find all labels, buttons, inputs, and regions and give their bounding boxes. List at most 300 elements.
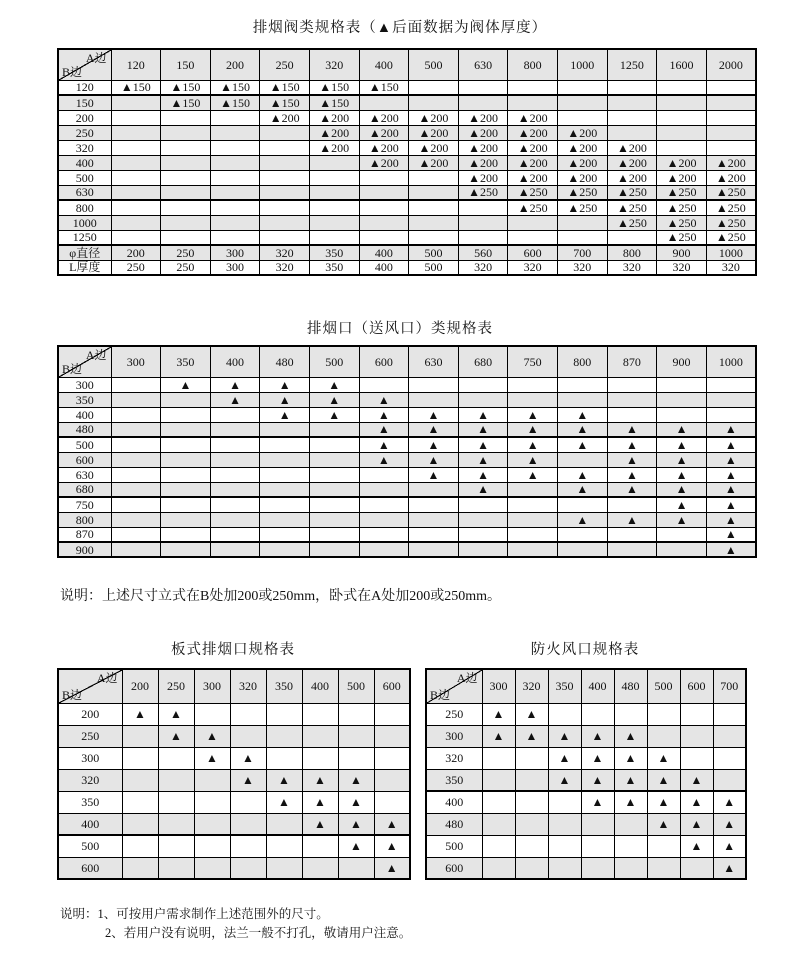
empty-cell xyxy=(359,542,409,557)
empty-cell xyxy=(260,422,310,437)
empty-cell xyxy=(359,170,409,185)
spec-cell: ▲ xyxy=(409,437,459,452)
empty-cell xyxy=(581,835,614,857)
empty-cell xyxy=(409,80,459,95)
empty-cell xyxy=(548,791,581,813)
column-header: 630 xyxy=(409,346,459,377)
empty-cell xyxy=(607,497,657,512)
column-header: 500 xyxy=(409,49,459,80)
row-label: 600 xyxy=(58,857,122,879)
spec-cell: ▲200 xyxy=(508,140,558,155)
spec-cell: ▲ xyxy=(581,747,614,769)
empty-cell xyxy=(161,200,211,215)
table-row xyxy=(58,725,410,747)
spec-cell: ▲ xyxy=(266,791,302,813)
spec-cell: ▲250 xyxy=(657,230,707,245)
row-label: 680 xyxy=(58,482,111,497)
empty-cell xyxy=(210,422,260,437)
spec-cell: ▲ xyxy=(557,407,607,422)
row-label: 900 xyxy=(58,542,111,557)
spec-cell: ▲200 xyxy=(706,170,756,185)
empty-cell xyxy=(309,452,359,467)
row-label: 350 xyxy=(426,769,482,791)
row-label: 400 xyxy=(426,791,482,813)
empty-cell xyxy=(374,747,410,769)
empty-cell xyxy=(607,392,657,407)
table-row xyxy=(58,377,756,392)
table-row xyxy=(426,725,746,747)
spec-cell: 320 xyxy=(458,260,508,275)
empty-cell xyxy=(338,747,374,769)
row-label: 320 xyxy=(58,769,122,791)
empty-cell xyxy=(508,497,558,512)
empty-cell xyxy=(508,230,558,245)
empty-cell xyxy=(210,200,260,215)
spec-cell: ▲ xyxy=(458,482,508,497)
empty-cell xyxy=(458,377,508,392)
column-header: 320 xyxy=(230,669,266,703)
table-row xyxy=(58,747,410,769)
column-header: 1000 xyxy=(557,49,607,80)
column-header: 400 xyxy=(581,669,614,703)
empty-cell xyxy=(111,497,161,512)
spec-cell: ▲ xyxy=(557,512,607,527)
empty-cell xyxy=(111,140,161,155)
spec-cell: ▲ xyxy=(713,857,746,879)
row-label: 350 xyxy=(58,392,111,407)
table-row xyxy=(426,857,746,879)
spec-cell: ▲250 xyxy=(607,185,657,200)
empty-cell xyxy=(111,542,161,557)
empty-cell xyxy=(266,813,302,835)
spec-cell: ▲ xyxy=(557,422,607,437)
bottom-note-line-2: 2、若用户没有说明，法兰一般不打孔，敬请用户注意。 xyxy=(105,926,412,940)
table-row xyxy=(58,791,410,813)
empty-cell xyxy=(680,857,713,879)
empty-cell xyxy=(458,512,508,527)
spec-cell: ▲200 xyxy=(557,140,607,155)
column-header: 250 xyxy=(158,669,194,703)
empty-cell xyxy=(515,857,548,879)
row-label: 600 xyxy=(426,857,482,879)
empty-cell xyxy=(210,497,260,512)
empty-cell xyxy=(482,769,515,791)
spec-cell: 320 xyxy=(260,245,310,260)
spec-cell: ▲250 xyxy=(508,185,558,200)
empty-cell xyxy=(210,437,260,452)
empty-cell xyxy=(210,110,260,125)
spec-cell: ▲200 xyxy=(508,155,558,170)
spec-cell: ▲ xyxy=(657,422,707,437)
empty-cell xyxy=(458,80,508,95)
table-row xyxy=(58,769,410,791)
spec-cell: ▲ xyxy=(359,452,409,467)
spec-cell: ▲ xyxy=(266,769,302,791)
spec-cell: ▲ xyxy=(647,747,680,769)
spec-cell: 320 xyxy=(607,260,657,275)
table-row xyxy=(58,527,756,542)
empty-cell xyxy=(713,725,746,747)
row-label: 800 xyxy=(58,200,111,215)
empty-cell xyxy=(194,857,230,879)
empty-cell xyxy=(122,813,158,835)
empty-cell xyxy=(359,185,409,200)
spec-cell: ▲ xyxy=(161,377,211,392)
empty-cell xyxy=(158,835,194,857)
spec-cell: ▲ xyxy=(713,791,746,813)
row-label: 500 xyxy=(58,437,111,452)
empty-cell xyxy=(302,857,338,879)
spec-cell: 200 xyxy=(111,245,161,260)
empty-cell xyxy=(680,725,713,747)
empty-cell xyxy=(409,185,459,200)
empty-cell xyxy=(111,527,161,542)
spec-cell: ▲150 xyxy=(161,95,211,110)
spec-cell: ▲150 xyxy=(111,80,161,95)
spec-cell: 800 xyxy=(607,245,657,260)
empty-cell xyxy=(409,542,459,557)
column-header: 600 xyxy=(359,346,409,377)
spec-cell: ▲150 xyxy=(359,80,409,95)
empty-cell xyxy=(194,703,230,725)
empty-cell xyxy=(122,725,158,747)
spec-cell: ▲200 xyxy=(557,155,607,170)
empty-cell xyxy=(194,813,230,835)
empty-cell xyxy=(161,185,211,200)
empty-cell xyxy=(122,791,158,813)
empty-cell xyxy=(657,542,707,557)
empty-cell xyxy=(111,452,161,467)
spec-cell: ▲200 xyxy=(458,110,508,125)
empty-cell xyxy=(374,791,410,813)
empty-cell xyxy=(210,230,260,245)
row-label: 250 xyxy=(58,725,122,747)
row-label: 300 xyxy=(58,377,111,392)
corner-header-cell xyxy=(426,669,482,703)
row-label: 500 xyxy=(426,835,482,857)
spec-cell: ▲ xyxy=(581,769,614,791)
column-header: 120 xyxy=(111,49,161,80)
empty-cell xyxy=(161,170,211,185)
empty-cell xyxy=(657,140,707,155)
empty-cell xyxy=(482,747,515,769)
spec-cell: 320 xyxy=(508,260,558,275)
spec-cell: ▲ xyxy=(338,791,374,813)
column-header: 200 xyxy=(122,669,158,703)
empty-cell xyxy=(607,377,657,392)
smoke-valve-spec-table xyxy=(57,48,757,276)
empty-cell xyxy=(302,835,338,857)
empty-cell xyxy=(515,835,548,857)
corner-header-cell xyxy=(58,49,111,80)
spec-cell: ▲ xyxy=(706,542,756,557)
spec-cell: ▲ xyxy=(458,437,508,452)
empty-cell xyxy=(302,703,338,725)
table-row xyxy=(58,422,756,437)
spec-cell: 250 xyxy=(161,260,211,275)
row-label: 750 xyxy=(58,497,111,512)
smoke-outlet-spec-table xyxy=(57,345,757,558)
spec-cell: ▲250 xyxy=(657,200,707,215)
empty-cell xyxy=(266,747,302,769)
column-header: 480 xyxy=(614,669,647,703)
spec-cell: ▲ xyxy=(158,703,194,725)
spec-cell: ▲ xyxy=(607,452,657,467)
empty-cell xyxy=(260,185,310,200)
empty-cell xyxy=(508,392,558,407)
fire-damper-spec-table-wrap xyxy=(425,668,747,880)
row-label: 630 xyxy=(58,185,111,200)
bottom-notes xyxy=(60,905,780,943)
spec-cell: ▲200 xyxy=(557,170,607,185)
spec-cell: ▲ xyxy=(548,769,581,791)
empty-cell xyxy=(647,725,680,747)
column-header: 500 xyxy=(338,669,374,703)
spec-cell: ▲ xyxy=(260,392,310,407)
column-header: 680 xyxy=(458,346,508,377)
empty-cell xyxy=(210,467,260,482)
spec-cell: ▲250 xyxy=(508,200,558,215)
empty-cell xyxy=(230,791,266,813)
empty-cell xyxy=(309,527,359,542)
empty-cell xyxy=(515,813,548,835)
spec-cell: ▲ xyxy=(706,467,756,482)
empty-cell xyxy=(706,140,756,155)
empty-cell xyxy=(508,542,558,557)
spec-cell: ▲250 xyxy=(706,185,756,200)
table-row xyxy=(58,215,756,230)
table-row xyxy=(58,392,756,407)
spec-cell: ▲ xyxy=(210,377,260,392)
table-row xyxy=(58,835,410,857)
column-header: 150 xyxy=(161,49,211,80)
empty-cell xyxy=(607,125,657,140)
row-label: 480 xyxy=(58,422,111,437)
empty-cell xyxy=(111,200,161,215)
spec-cell: ▲200 xyxy=(359,110,409,125)
spec-cell: ▲ xyxy=(230,769,266,791)
table-row xyxy=(58,482,756,497)
corner-label-a-side: A边 xyxy=(85,51,107,65)
corner-header-cell xyxy=(58,346,111,377)
empty-cell xyxy=(230,857,266,879)
column-header: 800 xyxy=(557,346,607,377)
empty-cell xyxy=(614,835,647,857)
outlet-table-title: 排烟口（送风口）类规格表 xyxy=(307,321,493,337)
spec-cell: ▲ xyxy=(359,407,409,422)
empty-cell xyxy=(614,703,647,725)
empty-cell xyxy=(581,857,614,879)
empty-cell xyxy=(194,835,230,857)
spec-cell: ▲ xyxy=(657,482,707,497)
empty-cell xyxy=(713,747,746,769)
empty-cell xyxy=(111,467,161,482)
empty-cell xyxy=(482,791,515,813)
empty-cell xyxy=(260,230,310,245)
table-row xyxy=(426,835,746,857)
row-label: 300 xyxy=(58,747,122,769)
column-header: 600 xyxy=(680,669,713,703)
empty-cell xyxy=(266,835,302,857)
row-label: 480 xyxy=(426,813,482,835)
spec-cell: ▲ xyxy=(614,791,647,813)
row-label: 800 xyxy=(58,512,111,527)
spec-cell: ▲200 xyxy=(409,140,459,155)
row-label: 1250 xyxy=(58,230,111,245)
empty-cell xyxy=(359,482,409,497)
row-label: 200 xyxy=(58,110,111,125)
empty-cell xyxy=(647,857,680,879)
spec-cell: ▲ xyxy=(230,747,266,769)
empty-cell xyxy=(557,95,607,110)
plate-outlet-spec-table-wrap xyxy=(57,668,411,880)
empty-cell xyxy=(657,527,707,542)
row-label: φ直径 xyxy=(58,245,111,260)
spec-cell: ▲ xyxy=(581,725,614,747)
table-row xyxy=(426,769,746,791)
spec-cell: 400 xyxy=(359,245,409,260)
row-label: 120 xyxy=(58,80,111,95)
empty-cell xyxy=(111,230,161,245)
empty-cell xyxy=(657,80,707,95)
spec-cell: ▲150 xyxy=(309,95,359,110)
empty-cell xyxy=(508,512,558,527)
empty-cell xyxy=(508,95,558,110)
empty-cell xyxy=(374,769,410,791)
table-row xyxy=(58,437,756,452)
spec-cell: ▲ xyxy=(647,813,680,835)
empty-cell xyxy=(409,95,459,110)
column-header: 500 xyxy=(647,669,680,703)
empty-cell xyxy=(161,422,211,437)
spec-cell: 600 xyxy=(508,245,558,260)
empty-cell xyxy=(210,215,260,230)
spec-cell: ▲ xyxy=(508,422,558,437)
fire-damper-outlet-spec-table xyxy=(425,668,747,880)
spec-cell: ▲ xyxy=(657,497,707,512)
empty-cell xyxy=(409,392,459,407)
empty-cell xyxy=(657,392,707,407)
spec-cell: ▲ xyxy=(338,813,374,835)
empty-cell xyxy=(111,422,161,437)
plate-smoke-outlet-spec-table xyxy=(57,668,411,880)
empty-cell xyxy=(111,407,161,422)
empty-cell xyxy=(161,215,211,230)
empty-cell xyxy=(557,215,607,230)
spec-cell: ▲ xyxy=(302,769,338,791)
spec-cell: ▲ xyxy=(458,422,508,437)
column-header: 350 xyxy=(161,346,211,377)
empty-cell xyxy=(458,527,508,542)
empty-cell xyxy=(581,813,614,835)
spec-cell: ▲ xyxy=(309,407,359,422)
spec-cell: ▲200 xyxy=(458,125,508,140)
corner-label-b-side: B边 xyxy=(430,687,451,702)
empty-cell xyxy=(161,407,211,422)
empty-cell xyxy=(548,857,581,879)
empty-cell xyxy=(210,170,260,185)
spec-cell: ▲ xyxy=(260,407,310,422)
spec-cell: ▲ xyxy=(614,769,647,791)
empty-cell xyxy=(230,835,266,857)
empty-cell xyxy=(309,497,359,512)
empty-cell xyxy=(122,857,158,879)
spec-cell: ▲ xyxy=(706,452,756,467)
corner-header-cell xyxy=(58,669,122,703)
table-row xyxy=(426,813,746,835)
spec-cell: ▲ xyxy=(581,791,614,813)
empty-cell xyxy=(409,377,459,392)
empty-cell xyxy=(161,437,211,452)
spec-cell: ▲ xyxy=(706,527,756,542)
empty-cell xyxy=(557,452,607,467)
spec-cell: ▲ xyxy=(409,407,459,422)
spec-cell: ▲200 xyxy=(607,155,657,170)
spec-cell: ▲ xyxy=(607,467,657,482)
row-label: 320 xyxy=(426,747,482,769)
spec-cell: ▲250 xyxy=(657,185,707,200)
empty-cell xyxy=(210,542,260,557)
row-label: L厚度 xyxy=(58,260,111,275)
table-row xyxy=(58,200,756,215)
spec-cell: ▲ xyxy=(409,452,459,467)
spec-cell: ▲ xyxy=(706,437,756,452)
empty-cell xyxy=(161,140,211,155)
table-row xyxy=(58,230,756,245)
table-row xyxy=(58,467,756,482)
empty-cell xyxy=(706,125,756,140)
spec-cell: ▲ xyxy=(309,392,359,407)
spec-cell: 350 xyxy=(309,260,359,275)
column-header: 630 xyxy=(458,49,508,80)
spec-cell: 500 xyxy=(409,260,459,275)
table-row xyxy=(58,407,756,422)
empty-cell xyxy=(557,392,607,407)
table-row xyxy=(58,155,756,170)
empty-cell xyxy=(458,542,508,557)
spec-cell: ▲ xyxy=(657,512,707,527)
empty-cell xyxy=(161,497,211,512)
empty-cell xyxy=(309,437,359,452)
spec-cell: ▲250 xyxy=(657,215,707,230)
row-label: 600 xyxy=(58,452,111,467)
empty-cell xyxy=(230,813,266,835)
row-label: 200 xyxy=(58,703,122,725)
corner-label-a-side: A边 xyxy=(85,348,107,362)
empty-cell xyxy=(657,95,707,110)
column-header: 900 xyxy=(657,346,707,377)
spec-cell: ▲ xyxy=(557,482,607,497)
table-row xyxy=(58,497,756,512)
table-row xyxy=(58,813,410,835)
row-label: 400 xyxy=(58,407,111,422)
column-header: 250 xyxy=(260,49,310,80)
empty-cell xyxy=(230,703,266,725)
table-row xyxy=(58,260,756,275)
spec-cell: ▲ xyxy=(158,725,194,747)
spec-cell: ▲ xyxy=(508,467,558,482)
empty-cell xyxy=(111,392,161,407)
empty-cell xyxy=(458,95,508,110)
empty-cell xyxy=(508,527,558,542)
empty-cell xyxy=(607,110,657,125)
spec-cell: ▲ xyxy=(338,835,374,857)
empty-cell xyxy=(260,452,310,467)
empty-cell xyxy=(194,791,230,813)
table-row xyxy=(426,747,746,769)
spec-cell: ▲200 xyxy=(657,170,707,185)
empty-cell xyxy=(309,185,359,200)
